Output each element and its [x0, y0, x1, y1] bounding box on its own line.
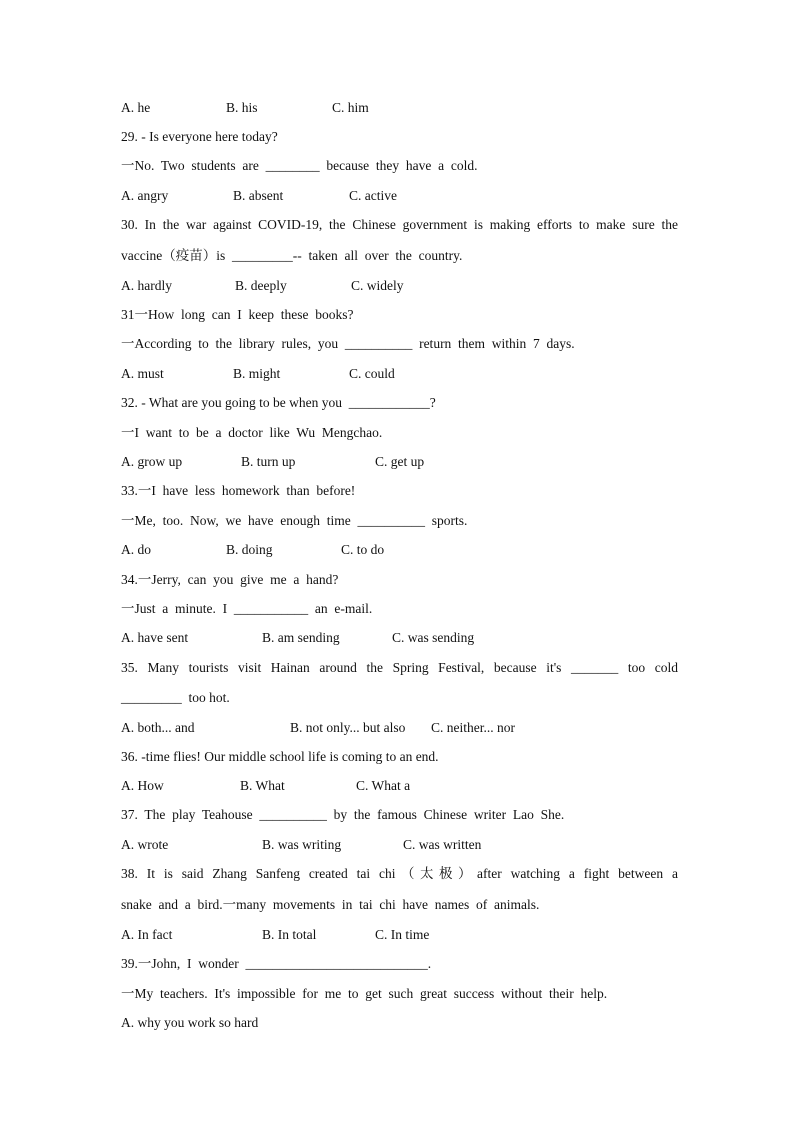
q36-prompt: 36. -time flies! Our middle school life is coming to an end.: [121, 749, 439, 764]
q35-line-2: _________ too hot.: [121, 690, 230, 705]
q32-response: 一I want to be a doctor like Wu Mengchao.: [121, 425, 383, 440]
q36-option-b: B. What: [240, 778, 285, 793]
q39-prompt: 39.一John, I wonder ___________________________.: [121, 956, 432, 971]
q37-option-b: B. was writing: [262, 837, 342, 852]
q30-option-a: A. hardly: [121, 278, 172, 293]
q35-option-b: B. not only... but also: [290, 720, 406, 735]
q36-option-a: A. How: [121, 778, 164, 793]
q28-option-c: C. him: [332, 100, 369, 115]
q32-option-b: B. turn up: [241, 454, 296, 469]
q34-response: 一Just a minute. I ___________ an e-mail.: [121, 601, 373, 616]
q35-option-c: C. neither... nor: [431, 720, 515, 735]
q38-option-c: C. In time: [375, 927, 430, 942]
q38-line-2: snake and a bird.一many movements in tai chi have names of animals.: [121, 897, 540, 912]
q38-option-a: A. In fact: [121, 927, 173, 942]
q30-option-c: C. widely: [351, 278, 404, 293]
q34-option-a: A. have sent: [121, 630, 189, 645]
q28-option-b: B. his: [226, 100, 258, 115]
q33-response: 一Me, too. Now, we have enough time __________ sports.: [121, 513, 468, 528]
q34-option-b: B. am sending: [262, 630, 340, 645]
q31-option-b: B. might: [233, 366, 281, 381]
q34-prompt: 34.一Jerry, can you give me a hand?: [121, 572, 339, 587]
q37-option-a: A. wrote: [121, 837, 169, 852]
q29-response: 一No. Two students are ________ because they have a cold.: [121, 158, 478, 173]
q29-option-b: B. absent: [233, 188, 284, 203]
q32-prompt: 32. - What are you going to be when you ____________?: [121, 395, 436, 410]
q38-option-b: B. In total: [262, 927, 317, 942]
q35-line-1: 35. Many tourists visit Hainan around the Spring Festival, because it's _______ too cold: [121, 660, 678, 675]
q31-option-c: C. could: [349, 366, 395, 381]
q38-line-1: 38. It is said Zhang Sanfeng created tai chi（太极）after watching a fight between a: [121, 866, 678, 881]
q32-option-c: C. get up: [375, 454, 425, 469]
q37-prompt: 37. The play Teahouse __________ by the famous Chinese writer Lao She.: [121, 807, 565, 822]
q29-option-c: C. active: [349, 188, 397, 203]
q33-option-a: A. do: [121, 542, 151, 557]
q31-option-a: A. must: [121, 366, 164, 381]
q35-option-a: A. both... and: [121, 720, 195, 735]
q29-option-a: A. angry: [121, 188, 169, 203]
q39-response: 一My teachers. It's impossible for me to get such great success without their help.: [121, 986, 608, 1001]
q30-line-1: 30. In the war against COVID-19, the Chinese government is making efforts to make sure the: [121, 217, 678, 232]
q33-prompt: 33.一I have less homework than before!: [121, 483, 356, 498]
q33-option-c: C. to do: [341, 542, 385, 557]
q33-option-b: B. doing: [226, 542, 273, 557]
q31-response: 一According to the library rules, you __________ return them within 7 days.: [121, 336, 575, 351]
q32-option-a: A. grow up: [121, 454, 183, 469]
q39-option-a: A. why you work so hard: [121, 1015, 259, 1030]
q28-option-a: A. he: [121, 100, 151, 115]
q37-option-c: C. was written: [403, 837, 482, 852]
q30-option-b: B. deeply: [235, 278, 287, 293]
q36-option-c: C. What a: [356, 778, 411, 793]
q30-line-2: vaccine（疫苗）is _________-- taken all over the country.: [121, 248, 463, 263]
q29-prompt: 29. - Is everyone here today?: [121, 129, 278, 144]
q31-prompt: 31一How long can I keep these books?: [121, 307, 354, 322]
q34-option-c: C. was sending: [392, 630, 475, 645]
